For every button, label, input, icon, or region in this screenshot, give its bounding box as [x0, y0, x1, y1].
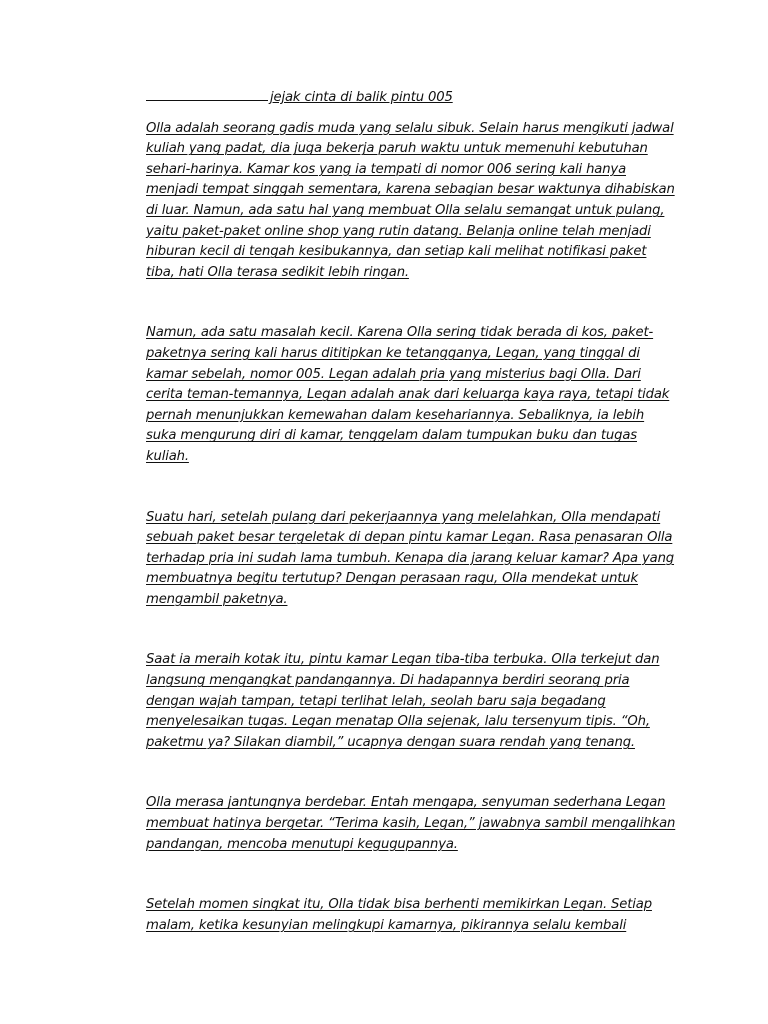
- paragraph-gap: [146, 855, 678, 895]
- document-title-line: [146, 86, 678, 109]
- paragraph-gap: [146, 468, 678, 508]
- paragraph-2: Namun, ada satu masalah kecil. Karena Olla sering tidak berada di kos, paket-paketnya sering kali harus dititipkan ke tetangganya, Legan, yang tinggal di kamar sebelah, nomor 005. Legan adalah pria yang misterius bagi Olla. Dari cerita teman-temannya, Legan adalah anak dari keluarga kaya raya, tetapi tidak pernah menunjukkan kemewahan dalam kesehariannya. Sebaliknya, ia lebih suka mengurung diri di kamar, tenggelam dalam tumpukan buku dan tugas kuliah.: [146, 325, 670, 464]
- paragraph-5: Olla merasa jantungnya berdebar. Entah mengapa, senyuman sederhana Legan membuat hatinya bergetar. “Terima kasih, Legan,” jawabnya sambil mengalihkan pandangan, mencoba menutupi kegugupannya.: [146, 795, 676, 852]
- paragraph-4: Saat ia meraih kotak itu, pintu kamar Legan tiba-tiba terbuka. Olla terkejut dan langsung mengangkat pandangannya. Di hadapannya berdiri seorang pria dengan wajah tampan, tetapi terlihat lelah, seolah baru saja begadang menyelesaikan tugas. Legan menatap Olla sejenak, lalu tersenyum tipis. “Oh, paketmu ya? Silakan diambil,” ucapnya dengan suara rendah yang tenang.: [146, 652, 660, 750]
- document-title: jejak cinta di balik pintu 005: [270, 90, 453, 105]
- title-blank-underline: [146, 86, 268, 101]
- document-body: [146, 86, 678, 936]
- paragraph-gap: [146, 753, 678, 793]
- paragraph-1: Olla adalah seorang gadis muda yang selalu sibuk. Selain harus mengikuti jadwal kuliah yang padat, dia juga bekerja paruh waktu untuk memenuhi kebutuhan sehari-harinya. Kamar kos yang ia tempati di nomor 006 sering kali hanya menjadi tempat singgah sementara, karena sebagian besar waktunya dihabiskan di luar. Namun, ada satu hal yang membuat Olla selalu semangat untuk pulang, yaitu paket-paket online shop yang rutin datang. Belanja online telah menjadi hiburan kecil di tengah kesibukannya, dan setiap kali melihat notifikasi paket tiba, hati Olla terasa sedikit lebih ringan.: [146, 120, 675, 280]
- paragraph-6: Setelah momen singkat itu, Olla tidak bisa berhenti memikirkan Legan. Setiap malam, ketika kesunyian melingkupi kamarnya, pikirannya selalu kembali: [146, 897, 652, 933]
- paragraph-gap: [146, 283, 678, 323]
- paragraph-gap: [146, 610, 678, 650]
- paragraph-3: Suatu hari, setelah pulang dari pekerjaannya yang melelahkan, Olla mendapati sebuah paket besar tergeletak di depan pintu kamar Legan. Rasa penasaran Olla terhadap pria ini sudah lama tumbuh. Kenapa dia jarang keluar kamar? Apa yang membuatnya begitu tertutup? Dengan perasaan ragu, Olla mendekat untuk mengambil paketnya.: [146, 509, 675, 607]
